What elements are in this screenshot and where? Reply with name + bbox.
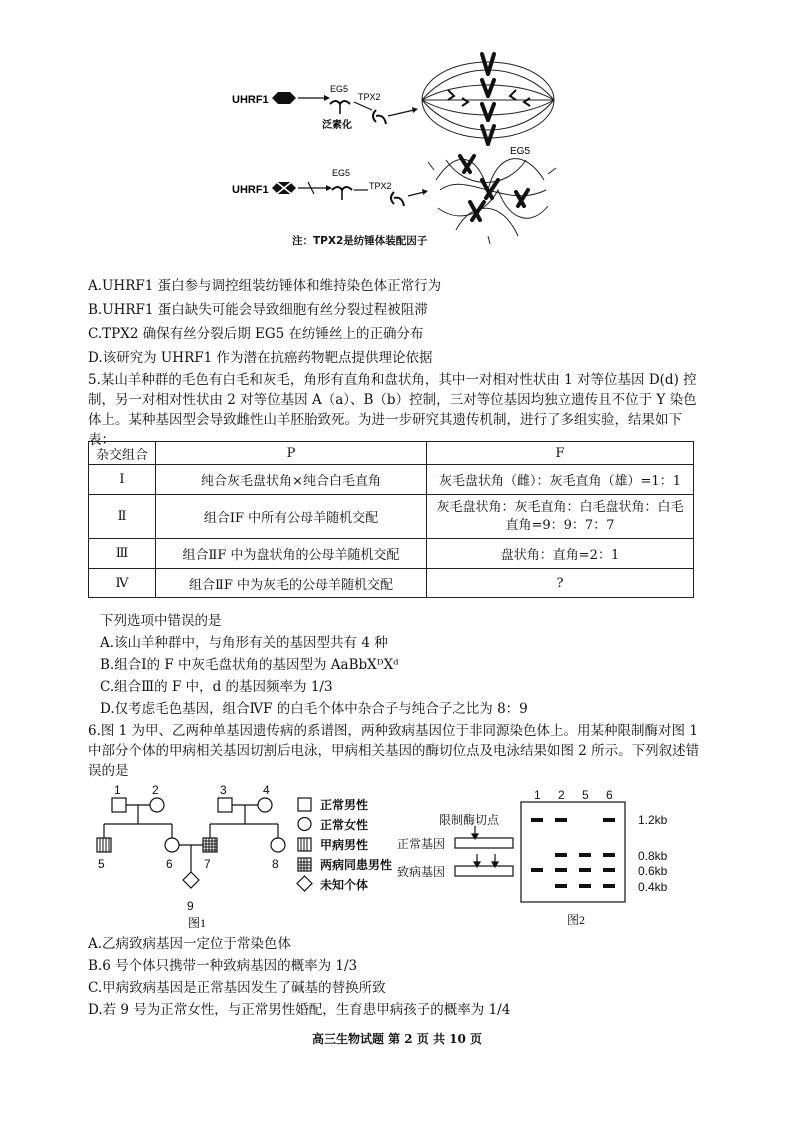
normal-female-symbol	[258, 798, 272, 812]
gel-band	[555, 868, 567, 872]
q4-option-c: C.TPX2 确保有丝分裂后期 EG5 在纺锤丝上的正确分布	[88, 326, 424, 342]
uhrf1-label-2: UHRF1	[232, 184, 269, 196]
tpx2-label-2: TPX2	[369, 181, 392, 191]
ubiquitination-label: 泛素化	[322, 120, 352, 131]
uhrf1-label: UHRF1	[232, 94, 269, 106]
table-cell: 组合ⅠF 中所有公母羊随机交配	[156, 495, 427, 539]
band-size-label: 0.6kb	[638, 864, 668, 878]
q5-option-d: D.仅考虑毛色基因，组合ⅣF 的白毛个体中杂合子与纯合子之比为 8：9	[100, 701, 528, 717]
figure1-label: 图1	[188, 916, 207, 930]
band-size-label: 0.8kb	[638, 849, 668, 863]
q6-option-a: A.乙病致病基因一定位于常染色体	[88, 936, 292, 952]
cross-table	[88, 441, 694, 598]
table-cell: 盘状角：直角=2：1	[427, 539, 694, 569]
normal-male-symbol	[112, 798, 126, 812]
legend-normal-female-icon	[298, 818, 311, 831]
gel-band	[531, 818, 543, 822]
legend-label: 两病同患男性	[320, 858, 393, 872]
pedigree-number: 9	[187, 899, 194, 913]
gel-band	[579, 868, 591, 872]
q5-prompt: 下列选项中错误的是	[100, 613, 222, 629]
q5-option-c: C.组合Ⅲ的 F 中，d 的基因频率为 1/3	[100, 679, 333, 695]
q4-option-a: A.UHRF1 蛋白参与调控组装纺锤体和维持染色体正常行为	[88, 278, 442, 294]
q6-option-b: B.6 号个体只携带一种致病基因的概率为 1/3	[88, 958, 358, 974]
q5-stem: 5.某山羊种群的毛色有白毛和灰毛，角形有直角和盘状角，其中一对相对性状由 1 对等位基因 D(d) 控制，另一对相对性状由 2 对等位基因 A（a）、B（b）控制，三对等位基因均独立遗传且不位于 Y 染色体上。某种基因型会导致雌性山羊胚胎致死。为进一步研究其遗传机制，进行了多组实验，结果如下表：	[88, 372, 697, 448]
figure-note: 注：TPX2是纺锤体装配因子	[292, 235, 428, 247]
legend-unknown-icon	[297, 876, 312, 891]
pedigree-number: 5	[98, 857, 105, 871]
table-cell: Ⅲ	[89, 539, 156, 569]
eg5-label: EG5	[330, 84, 349, 94]
q5-option-b: B.组合Ⅰ的 F 中灰毛盘状角的基因型为 AaBbXᴰXᵈ	[100, 657, 399, 673]
gel-band	[603, 853, 615, 857]
gel-lane-label: 2	[558, 788, 565, 802]
table-cell: 灰毛盘状角：灰毛直角：白毛盘状角：白毛直角=9：9：7：7	[427, 495, 694, 539]
eg5-protein-icon-2	[332, 187, 352, 200]
eg5-label-2: EG5	[332, 168, 351, 178]
legend-label: 正常男性	[320, 798, 369, 812]
table-cell: Ⅳ	[89, 569, 156, 598]
figure2-electrophoresis	[395, 786, 715, 934]
table-cell: Ⅱ	[89, 495, 156, 539]
gel-band	[603, 818, 615, 822]
pedigree-number: 4	[263, 783, 270, 797]
q6-option-c: C.甲病致病基因是正常基因发生了碱基的替换所致	[88, 980, 386, 996]
table-header: F	[427, 442, 694, 465]
normal-female-symbol	[150, 798, 164, 812]
uhrf1-protein-shape	[272, 92, 296, 104]
gel-band	[555, 853, 567, 857]
pedigree-number: 3	[220, 783, 227, 797]
q6-stem: 6.图 1 为甲、乙两种单基因遗传病的系谱图，两种致病基因位于非同源染色体上。用某种限制酶对图 1 中部分个体的甲病相关基因切割后电泳，甲病相关基因的酶切位点及电泳结果如图 2 所示。下列叙述错误的是	[88, 723, 700, 779]
normal-male-symbol	[218, 798, 232, 812]
eg5-label-3: EG5	[510, 146, 531, 157]
band-size-label: 1.2kb	[638, 813, 668, 827]
eg5-protein-icon	[330, 101, 350, 114]
q6-option-d: D.若 9 号为正常女性，与正常男性婚配，生育患甲病孩子的概率为 1/4	[88, 1002, 511, 1018]
q4-option-b: B.UHRF1 蛋白缺失可能会导致细胞有丝分裂过程被阻滞	[88, 302, 428, 318]
gel-lane-label: 6	[606, 788, 613, 802]
band-size-label: 0.4kb	[638, 880, 668, 894]
table-cell: 组合ⅡF 中为灰毛的公母羊随机交配	[156, 569, 427, 598]
tpx2-label: TPX2	[358, 92, 381, 102]
legend-label: 未知个体	[320, 878, 369, 892]
gel-band	[603, 868, 615, 872]
q4-option-d: D.该研究为 UHRF1 作为潜在抗癌药物靶点提供理论依据	[88, 350, 433, 366]
uhrf1-deleted-icon	[272, 180, 296, 196]
pedigree-number: 7	[204, 857, 211, 871]
tpx2-protein-icon	[373, 110, 386, 124]
table-cell: ?	[427, 569, 694, 598]
normal-gene-bar	[455, 838, 513, 848]
abnormal-spindle-icon	[428, 156, 556, 244]
gel-band	[555, 818, 567, 822]
pedigree-number: 2	[152, 783, 159, 797]
table-header: P	[156, 442, 427, 465]
disease-gene-bar	[455, 866, 513, 876]
table-row	[89, 495, 694, 539]
page-footer: 高三生物试题 第 2 页 共 10 页	[311, 1032, 483, 1046]
legend-normal-male-icon	[298, 798, 311, 811]
pedigree-number: 6	[166, 857, 173, 871]
q5-option-a: A.该山羊种群中，与角形有关的基因型共有 4 种	[100, 635, 388, 651]
figure2-label: 图2	[567, 913, 586, 927]
unknown-individual-symbol	[183, 872, 199, 888]
pedigree-number: 1	[114, 783, 121, 797]
table-row	[89, 465, 694, 495]
gel-band	[603, 884, 615, 888]
gel-band	[531, 868, 543, 872]
normal-spindle-icon	[422, 54, 554, 144]
table-cell: 纯合灰毛盘状角×纯合白毛直角	[156, 465, 427, 495]
table-cell: Ⅰ	[89, 465, 156, 495]
gel-band	[579, 853, 591, 857]
table-cell: 灰毛盘状角（雌）：灰毛直角（雄）=1：1	[427, 465, 694, 495]
normal-female-symbol	[271, 838, 285, 852]
table-row	[89, 539, 694, 569]
legend-label: 正常女性	[320, 818, 369, 832]
table-cell: 组合ⅡF 中为盘状角的公母羊随机交配	[156, 539, 427, 569]
gel-band	[555, 884, 567, 888]
table-header-row	[89, 442, 694, 465]
pedigree-number: 8	[272, 857, 279, 871]
gel-band	[579, 884, 591, 888]
table-row	[89, 569, 694, 598]
restriction-site-label: 限制酶切点	[439, 813, 500, 827]
gel-lane-label: 1	[534, 788, 541, 802]
tpx2-protein-icon-2	[391, 192, 404, 206]
legend-label: 甲病男性	[320, 838, 369, 852]
pedigree-figure	[92, 780, 412, 930]
normal-gene-label: 正常基因	[397, 837, 446, 851]
disease-gene-label: 致病基因	[397, 865, 446, 879]
gel-lane-label: 5	[582, 788, 589, 802]
table-header: 杂交组合	[89, 442, 156, 465]
normal-female-symbol	[165, 838, 179, 852]
spindle-figure	[226, 40, 586, 245]
